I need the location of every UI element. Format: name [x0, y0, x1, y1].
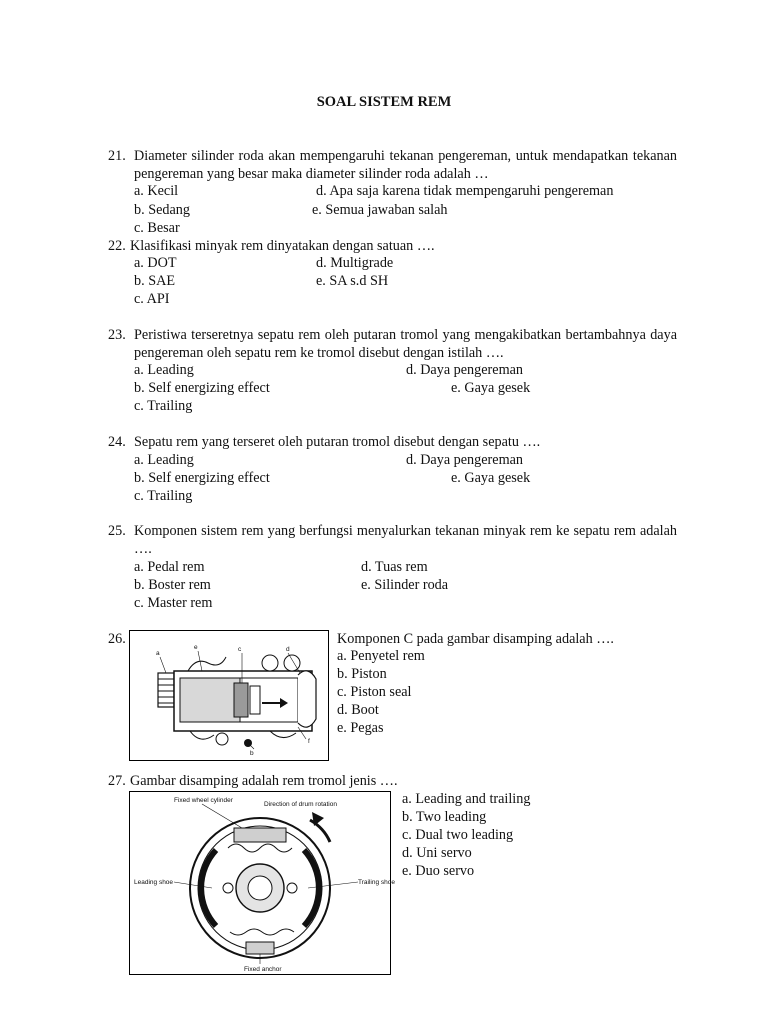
q26-option-a[interactable]: a. Penyetel rem — [337, 648, 425, 664]
q27-option-d[interactable]: d. Uni servo — [402, 845, 472, 861]
q22-number: 22. — [108, 238, 126, 254]
q23-option-e[interactable]: e. Gaya gesek — [451, 380, 531, 396]
q21-number: 21. — [108, 148, 126, 164]
drum-brake-diagram — [130, 792, 395, 974]
q22-text: Klasifikasi minyak rem dinyatakan dengan satuan …. — [130, 238, 435, 254]
fig26-label-a: a — [156, 650, 160, 657]
q23-option-c[interactable]: c. Trailing — [134, 398, 193, 414]
q26-option-c[interactable]: c. Piston seal — [337, 684, 412, 700]
page-title: SOAL SISTEM REM — [316, 94, 452, 110]
q22-option-b[interactable]: b. SAE — [134, 273, 175, 289]
q22-option-e[interactable]: e. SA s.d SH — [316, 273, 389, 289]
q27-option-c[interactable]: c. Dual two leading — [402, 827, 514, 843]
fig26-label-b: b — [250, 750, 254, 757]
q27-option-e[interactable]: e. Duo servo — [402, 863, 475, 879]
fig27-label-trailing: Trailing shoe — [358, 879, 395, 886]
q24-option-c[interactable]: c. Trailing — [134, 488, 193, 504]
q26-number: 26. — [108, 631, 126, 647]
q25-option-b[interactable]: b. Boster rem — [134, 577, 211, 593]
fig26-label-e: e — [194, 644, 198, 651]
q25-option-a[interactable]: a. Pedal rem — [134, 559, 205, 575]
q26-option-e[interactable]: e. Pegas — [337, 720, 384, 736]
fig26-label-c: c — [238, 646, 242, 653]
q21-option-c[interactable]: c. Besar — [134, 220, 180, 236]
q25-option-c[interactable]: c. Master rem — [134, 595, 213, 611]
q23-option-b[interactable]: b. Self energizing effect — [134, 380, 270, 396]
fig27-label-cylinder: Fixed wheel cylinder — [174, 797, 233, 804]
fig26-label-d: d — [286, 646, 290, 653]
q23-number: 23. — [108, 327, 126, 343]
q27-option-a[interactable]: a. Leading and trailing — [402, 791, 531, 807]
q27-number: 27. — [108, 773, 126, 789]
wheel-cylinder-figure — [129, 630, 329, 761]
q26-option-d[interactable]: d. Boot — [337, 702, 379, 718]
q24-option-b[interactable]: b. Self energizing effect — [134, 470, 270, 486]
q23-option-a[interactable]: a. Leading — [134, 362, 194, 378]
q21-option-e[interactable]: e. Semua jawaban salah — [312, 202, 448, 218]
q24-option-a[interactable]: a. Leading — [134, 452, 194, 468]
q21-option-b[interactable]: b. Sedang — [134, 202, 190, 218]
q24-text: Sepatu rem yang terseret oleh putaran tromol disebut dengan sepatu …. — [134, 434, 541, 450]
q26-text: Komponen C pada gambar disamping adalah …. — [337, 631, 614, 647]
fig26-label-f: f — [308, 738, 310, 745]
drum-brake-figure — [129, 791, 395, 975]
q22-option-c[interactable]: c. API — [134, 291, 170, 307]
q25-number: 25. — [108, 523, 126, 539]
wheel-cylinder-diagram — [130, 631, 328, 760]
fig27-label-anchor: Fixed anchor — [244, 966, 282, 973]
q24-option-e[interactable]: e. Gaya gesek — [451, 470, 531, 486]
q21-option-a[interactable]: a. Kecil — [134, 183, 179, 199]
q25-text: Komponen sistem rem yang berfungsi menyalurkan tekanan minyak rem ke sepatu rem adalah …. — [134, 523, 677, 557]
q25-option-e[interactable]: e. Silinder roda — [361, 577, 449, 593]
q25-option-d[interactable]: d. Tuas rem — [361, 559, 428, 575]
q24-option-d[interactable]: d. Daya pengereman — [406, 452, 523, 468]
q22-option-d[interactable]: d. Multigrade — [316, 255, 394, 271]
q23-option-d[interactable]: d. Daya pengereman — [406, 362, 523, 378]
q27-text: Gambar disamping adalah rem tromol jenis …. — [130, 773, 398, 789]
q22-option-a[interactable]: a. DOT — [134, 255, 177, 271]
q24-number: 24. — [108, 434, 126, 450]
fig27-label-leading: Leading shoe — [134, 879, 174, 886]
q21-option-d[interactable]: d. Apa saja karena tidak mempengaruhi pengereman — [316, 183, 614, 199]
q23-text: Peristiwa terseretnya sepatu rem oleh putaran tromol yang mengakibatkan bertambahnya daya pengereman oleh sepatu rem ke tromol disebut dengan istilah …. — [134, 327, 677, 361]
fig27-label-direction: Direction of drum rotation — [264, 801, 337, 808]
q26-option-b[interactable]: b. Piston — [337, 666, 387, 682]
q21-text: Diameter silinder roda akan mempengaruhi tekanan pengereman, untuk mendapatkan tekanan pengereman yang besar maka diameter silinder roda adalah … — [134, 148, 677, 182]
q27-option-b[interactable]: b. Two leading — [402, 809, 487, 825]
